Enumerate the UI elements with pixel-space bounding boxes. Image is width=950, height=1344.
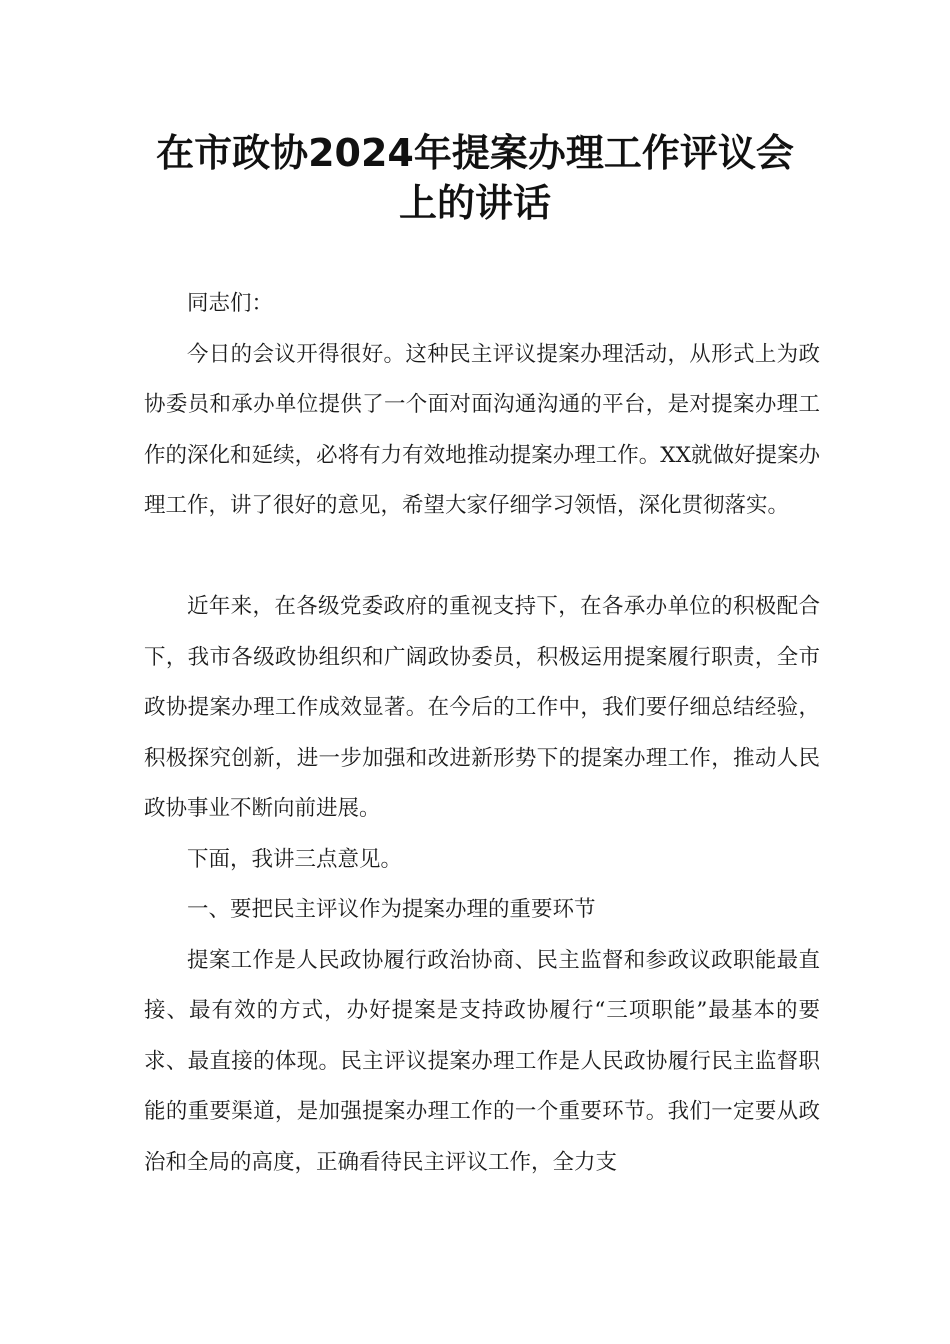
title-line-1: 在市政协2024年提案办理工作评议会 <box>156 131 794 175</box>
paragraph-opening: 今日的会议开得很好。这种民主评议提案办理活动，从形式上为政协委员和承办单位提供了一个面对面沟通沟通的平台，是对提案办理工作的深化和延续，必将有力有效地推动提案办理工作。XX就做好提案办理工作，讲了很好的意见，希望大家仔细学习领悟，深化贯彻落实。 <box>144 341 820 518</box>
document-body <box>144 279 820 1188</box>
paragraph-spacer <box>144 532 820 583</box>
paragraph-section-1: 提案工作是人民政协履行政治协商、民主监督和参政议政职能最直接、最有效的方式，办好提案是支持政协履行“三项职能”最基本的要求、最直接的体现。民主评议提案办理工作是人民政协履行民主监督职能的重要渠道，是加强提案办理工作的一个重要环节。我们一定要从政治和全局的高度，正确看待民主评议工作，全力支 <box>144 947 820 1175</box>
document-title <box>120 128 830 228</box>
paragraph-achievements: 近年来，在各级党委政府的重视支持下，在各承办单位的积极配合下，我市各级政协组织和广阔政协委员，积极运用提案履行职责，全市政协提案办理工作成效显著。在今后的工作中，我们要仔细总结经验，积极探究创新，进一步加强和改进新形势下的提案办理工作，推动人民政协事业不断向前进展。 <box>144 594 820 821</box>
paragraph-intro-points: 下面，我讲三点意见。 <box>187 846 403 872</box>
salutation: 同志们： <box>187 291 274 316</box>
title-line-2: 上的讲话 <box>398 181 551 225</box>
section-heading-1: 一、要把民主评议作为提案办理的重要环节 <box>187 897 596 922</box>
